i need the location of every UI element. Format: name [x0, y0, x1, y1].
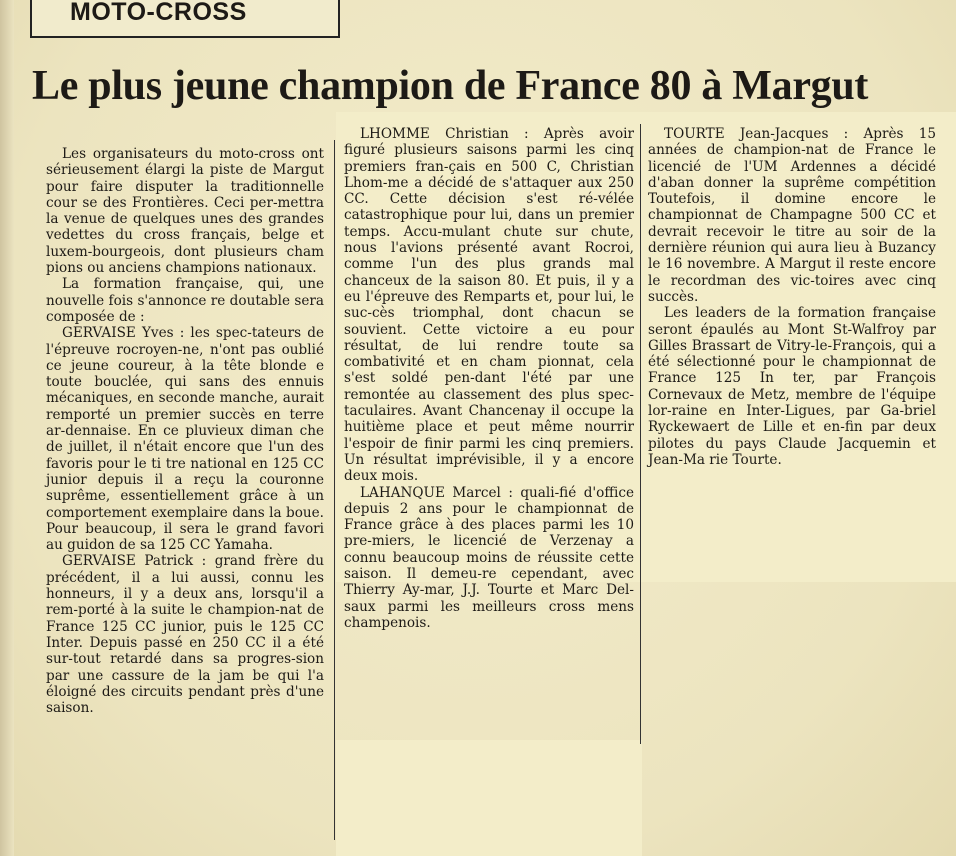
column-rule — [640, 124, 641, 744]
headline: Le plus jeune champion de France 80 à Margut — [32, 63, 869, 109]
paragraph: Les organisateurs du moto-cross ont sérieusement élargi la piste de Margut pour faire disputer la traditionnelle cour se des Frontières. Ceci per-mettra la venue de quelques unes des grandes vedettes du cross français, belge et luxem-bourgeois, dont plusieurs cham pions ou anciens champions nationaux. — [46, 146, 324, 277]
section-label: MOTO-CROSS — [70, 0, 247, 26]
column-rule — [334, 140, 335, 840]
article-column-3 — [648, 126, 936, 468]
section-label-box — [30, 0, 340, 38]
paragraph: GERVAISE Yves : les spec-tateurs de l'épreuve rocroyen-ne, n'ont pas oublié ce jeune coureur, à la tête blonde e toute bouclée, qui sans des ennuis mécaniques, en seconde manche, aurait remporté un premier succès en terre ar-dennaise. En ce pluvieux diman che de juillet, il n'était encore que l'un des favoris pour le ti tre national en 125 CC junior depuis il a reçu la couronne suprême, essentiellement grâce à un comportement exemplaire dans la boue. Pour beaucoup, il sera le grand favori au guidon de sa 125 CC Yamaha. — [46, 325, 324, 554]
paragraph: LHOMME Christian : Après avoir figuré plusieurs saisons parmi les cinq premiers fran-çais en 500 C, Christian Lhom-me a décidé de s'attaquer aux 250 CC. Cette décision s'est ré-vélée catastrophique pour lui, dans un premier temps. Accu-mulant chute sur chute, nous l'avions présenté avant Rocroi, comme l'un des plus grands mal chanceux de la saison 80. Et puis, il y a eu l'épreuve des Remparts et, pour lui, le suc-cès triomphal, dont chacun se souvient. Cette victoire a eu pour résultat, de lui rendre toute sa combativité et en cham pionnat, cela s'est soldé pen-dant l'été par une remontée au classement des plus spec-taculaires. Avant Chancenay il occupe la huitième place et peut même nourrir l'espoir de finir parmi les cinq premiers. Un résultat imprévisible, il y a encore deux mois. — [344, 126, 634, 485]
paragraph: LAHANQUE Marcel : quali-fié d'office depuis 2 ans pour le championnat de France grâce à des places parmi les 10 pre-miers, le licencié de Verzenay a connu beaucoup moins de réussite cette saison. Il demeu-re cependant, avec Thierry Ay-mar, J.J. Tourte et Marc Del-saux parmi les meilleurs cross mens champenois. — [344, 484, 634, 631]
article-column-2 — [344, 126, 634, 631]
paragraph: Les leaders de la formation française seront épaulés au Mont St-Walfroy par Gilles Brassart de Vitry-le-François, qui a été sélectionné pour le championnat de France 125 In ter, par François Cornevaux de Metz, membre de l'équipe lor-raine en Inter-Ligues, par Ga-briel Ryckewaert de Lille et en-fin par deux pilotes du pays Claude Jacquemin et Jean-Ma rie Tourte. — [648, 305, 936, 468]
paragraph: La formation française, qui, une nouvelle fois s'annonce re doutable sera composée de : — [46, 276, 324, 325]
article-column-1 — [46, 146, 324, 716]
paragraph: TOURTE Jean-Jacques : Après 15 années de champion-nat de France le licencié de l'UM Ardennes a décidé d'aban donner la suprême compétition Toutefois, il domine encore le championnat de Champagne 500 CC et devrait recevoir le titre au soir de la dernière réunion qui aura lieu à Buzancy le 16 novembre. A Margut il reste encore le recordman des vic-toires avec cinq succès. — [648, 126, 936, 305]
paragraph: GERVAISE Patrick : grand frère du précédent, il a lui aussi, connu les honneurs, il y a deux ans, lorsqu'il a rem-porté à la suite le champion-nat de France 125 CC junior, puis le 125 CC Inter. Depuis passé en 250 CC il a été sur-tout retardé dans sa progres-sion par une cassure de la jam be qui l'a éloigné des circuits pendant près d'une saison. — [46, 553, 324, 717]
clipping-edge — [0, 0, 14, 856]
scan-light-patch-lower — [336, 740, 642, 856]
